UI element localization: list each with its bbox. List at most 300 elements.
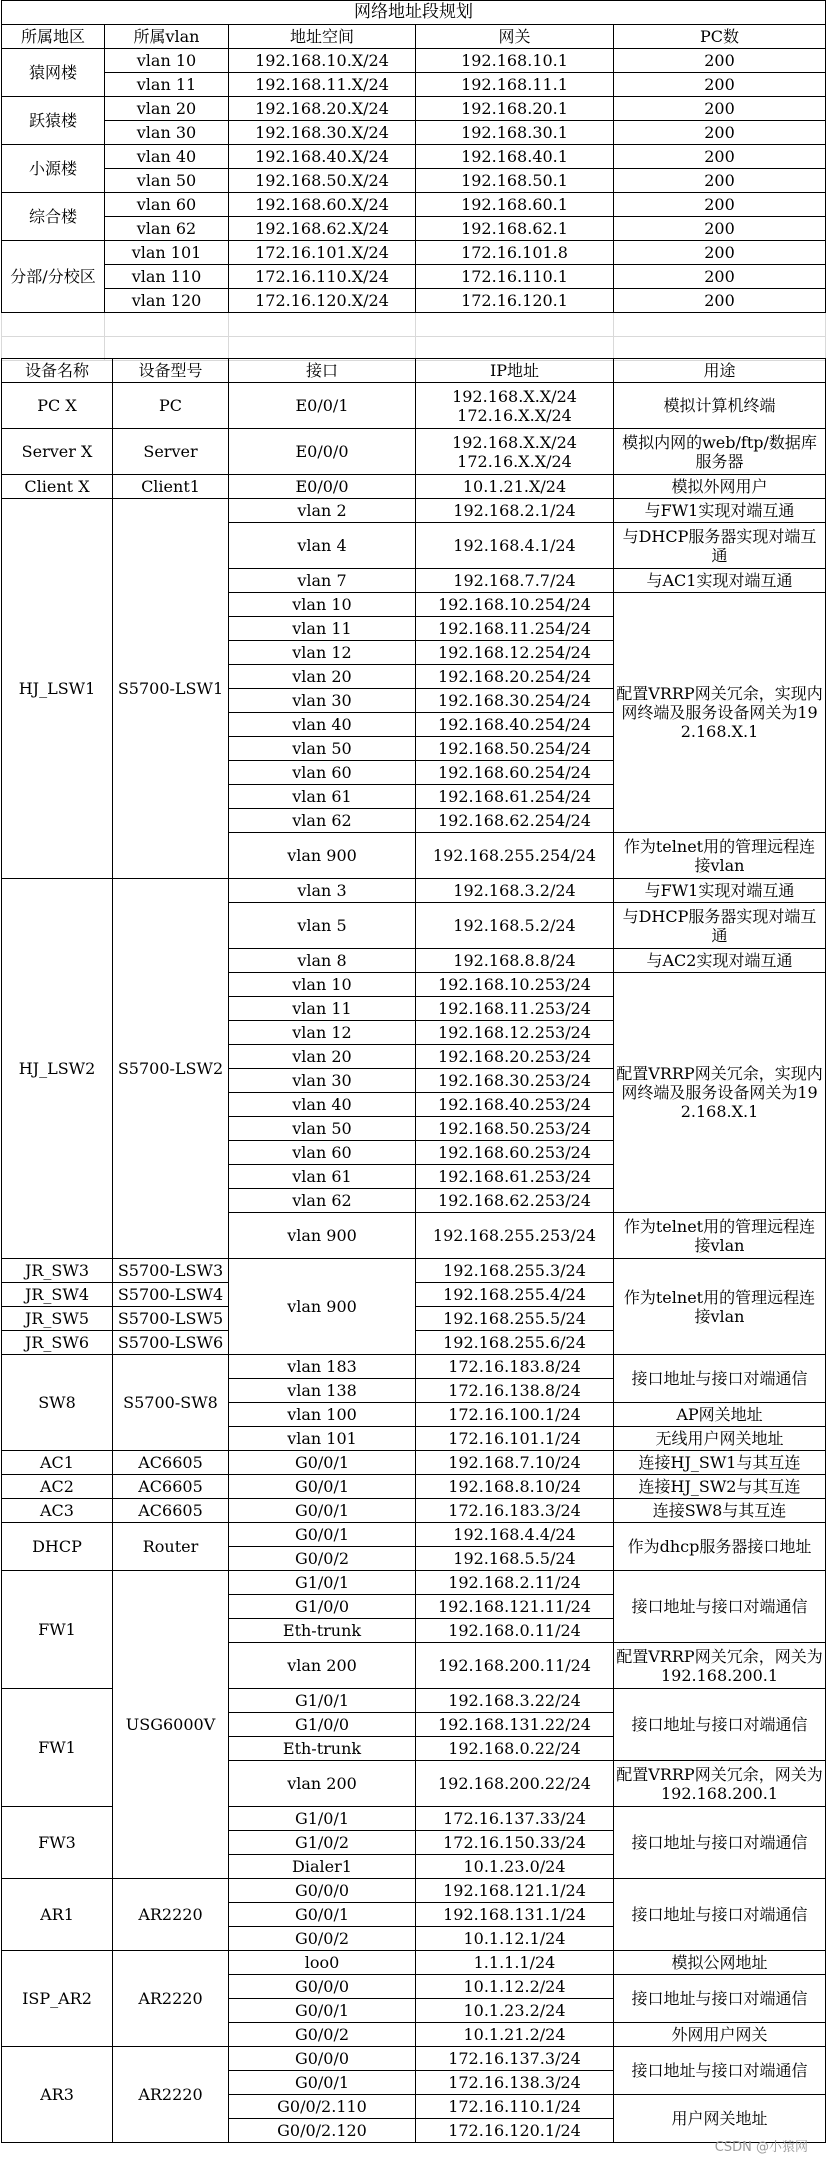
interface-cell: vlan 8 <box>229 949 416 973</box>
table-row <box>2 1523 826 1547</box>
device-name: Client X <box>2 475 113 499</box>
ip-address-cell: 172.16.138.8/24 <box>416 1379 614 1403</box>
interface-cell: Eth-trunk <box>229 1619 416 1643</box>
ip-address-cell: 192.168.2.1/24 <box>416 499 614 523</box>
ip-address-cell: 192.168.255.6/24 <box>416 1331 614 1355</box>
purpose-cell: 与AC1实现对端互通 <box>614 569 826 593</box>
pc-count-cell: 200 <box>614 217 826 241</box>
vlan-cell: vlan 40 <box>105 145 229 169</box>
spacer-cell <box>614 313 826 337</box>
table-row <box>2 241 826 265</box>
ip-address-cell: 172.16.137.3/24 <box>416 2047 614 2071</box>
interface-cell: G1/0/0 <box>229 1595 416 1619</box>
ip-address-cell: 192.168.40.253/24 <box>416 1093 614 1117</box>
table-row <box>2 1879 826 1903</box>
device-header-cell: 设备名称 <box>2 359 113 383</box>
interface-cell: vlan 61 <box>229 1165 416 1189</box>
pc-count-cell: 200 <box>614 97 826 121</box>
device-model: S5700-LSW3 <box>113 1259 229 1283</box>
interface-cell: G0/0/1 <box>229 1451 416 1475</box>
purpose-cell: AP网关地址 <box>614 1403 826 1427</box>
ip-address-cell: 192.168.61.253/24 <box>416 1165 614 1189</box>
address-plan-table <box>1 0 826 361</box>
purpose-cell: 作为telnet用的管理远程连接vlan <box>614 1259 826 1355</box>
gateway-cell: 192.168.62.1 <box>416 217 614 241</box>
plan-header-cell: 所属地区 <box>2 25 105 49</box>
interface-cell: G0/0/0 <box>229 1879 416 1903</box>
address-space-cell: 172.16.101.X/24 <box>229 241 416 265</box>
vlan-cell: vlan 60 <box>105 193 229 217</box>
ip-address-cell: 172.16.183.8/24 <box>416 1355 614 1379</box>
interface-cell: G0/0/1 <box>229 1999 416 2023</box>
interface-cell: G1/0/1 <box>229 1689 416 1713</box>
ip-address-cell: 192.168.30.253/24 <box>416 1069 614 1093</box>
ip-address-cell: 192.168.X.X/24 172.16.X.X/24 <box>416 429 614 475</box>
device-name: SW8 <box>2 1355 113 1451</box>
device-name: AR3 <box>2 2047 113 2143</box>
device-name: AC3 <box>2 1499 113 1523</box>
device-model: AR2220 <box>113 1951 229 2047</box>
device-header-cell: IP地址 <box>416 359 614 383</box>
gateway-cell: 172.16.120.1 <box>416 289 614 313</box>
table-row <box>2 169 826 193</box>
ip-address-cell: 172.16.183.3/24 <box>416 1499 614 1523</box>
device-model: AR2220 <box>113 1879 229 1951</box>
table-row <box>2 383 826 429</box>
ip-address-cell: 192.168.0.22/24 <box>416 1737 614 1761</box>
ip-address-cell: 192.168.8.8/24 <box>416 949 614 973</box>
device-header-cell: 接口 <box>229 359 416 383</box>
pc-count-cell: 200 <box>614 265 826 289</box>
ip-address-cell: 172.16.110.1/24 <box>416 2095 614 2119</box>
vlan-cell: vlan 120 <box>105 289 229 313</box>
interface-cell: vlan 60 <box>229 761 416 785</box>
device-model: S5700-LSW1 <box>113 499 229 879</box>
interface-cell: E0/0/0 <box>229 475 416 499</box>
purpose-cell: 模拟计算机终端 <box>614 383 826 429</box>
region-name: 猿网楼 <box>2 49 105 97</box>
device-model: S5700-LSW4 <box>113 1283 229 1307</box>
interface-cell: vlan 7 <box>229 569 416 593</box>
vlan-cell: vlan 11 <box>105 73 229 97</box>
address-space-cell: 172.16.120.X/24 <box>229 289 416 313</box>
purpose-cell: 与FW1实现对端互通 <box>614 879 826 903</box>
device-model: AR2220 <box>113 2047 229 2143</box>
vlan-cell: vlan 50 <box>105 169 229 193</box>
ip-address-cell: 192.168.121.1/24 <box>416 1879 614 1903</box>
table-row <box>2 1355 826 1379</box>
table-row <box>2 2047 826 2071</box>
device-model: S5700-LSW5 <box>113 1307 229 1331</box>
interface-cell: vlan 183 <box>229 1355 416 1379</box>
plan-header-cell: PC数 <box>614 25 826 49</box>
interface-cell: G1/0/0 <box>229 1713 416 1737</box>
address-space-cell: 192.168.62.X/24 <box>229 217 416 241</box>
ip-address-cell: 192.168.61.254/24 <box>416 785 614 809</box>
table-row <box>2 145 826 169</box>
gateway-cell: 192.168.40.1 <box>416 145 614 169</box>
table-row <box>2 1951 826 1975</box>
table-row <box>2 1451 826 1475</box>
interface-cell: loo0 <box>229 1951 416 1975</box>
purpose-cell: 作为telnet用的管理远程连接vlan <box>614 1213 826 1259</box>
vlan-cell: vlan 20 <box>105 97 229 121</box>
device-name: AC1 <box>2 1451 113 1475</box>
plan-header-cell: 网关 <box>416 25 614 49</box>
device-header-cell: 用途 <box>614 359 826 383</box>
ip-address-cell: 172.16.120.1/24 <box>416 2119 614 2143</box>
purpose-cell: 接口地址与接口对端通信 <box>614 1355 826 1403</box>
device-name: JR_SW4 <box>2 1283 113 1307</box>
gateway-cell: 192.168.30.1 <box>416 121 614 145</box>
interface-cell: G0/0/1 <box>229 1499 416 1523</box>
ip-address-cell: 192.168.5.5/24 <box>416 1547 614 1571</box>
ip-address-cell: 192.168.255.4/24 <box>416 1283 614 1307</box>
interface-cell: E0/0/1 <box>229 383 416 429</box>
device-model: Client1 <box>113 475 229 499</box>
ip-address-cell: 192.168.60.253/24 <box>416 1141 614 1165</box>
pc-count-cell: 200 <box>614 121 826 145</box>
table-row <box>2 217 826 241</box>
device-config-table <box>1 358 826 2143</box>
table-row <box>2 475 826 499</box>
interface-cell: vlan 101 <box>229 1427 416 1451</box>
device-name: Server X <box>2 429 113 475</box>
device-model: S5700-LSW2 <box>113 879 229 1259</box>
device-name: FW1 <box>2 1571 113 1689</box>
table-row <box>2 1571 826 1595</box>
gateway-cell: 192.168.20.1 <box>416 97 614 121</box>
pc-count-cell: 200 <box>614 145 826 169</box>
plan-header-cell: 所属vlan <box>105 25 229 49</box>
device-model: S5700-SW8 <box>113 1355 229 1451</box>
interface-cell: G0/0/2.120 <box>229 2119 416 2143</box>
interface-cell: Eth-trunk <box>229 1737 416 1761</box>
purpose-cell: 模拟内网的web/ftp/数据库服务器 <box>614 429 826 475</box>
interface-cell: Dialer1 <box>229 1855 416 1879</box>
plan-header-cell: 地址空间 <box>229 25 416 49</box>
address-space-cell: 192.168.40.X/24 <box>229 145 416 169</box>
table-row <box>2 289 826 313</box>
ip-address-cell: 192.168.20.254/24 <box>416 665 614 689</box>
interface-cell: vlan 200 <box>229 1643 416 1689</box>
table-row <box>2 49 826 73</box>
table-row <box>2 1259 826 1283</box>
ip-address-cell: 192.168.131.22/24 <box>416 1713 614 1737</box>
device-name: PC X <box>2 383 113 429</box>
purpose-cell: 连接HJ_SW2与其互连 <box>614 1475 826 1499</box>
gateway-cell: 192.168.11.1 <box>416 73 614 97</box>
spacer-cell <box>416 313 614 337</box>
purpose-cell: 外网用户网关 <box>614 2023 826 2047</box>
purpose-cell: 作为telnet用的管理远程连接vlan <box>614 833 826 879</box>
device-name: ISP_AR2 <box>2 1951 113 2047</box>
interface-cell: vlan 50 <box>229 737 416 761</box>
purpose-cell: 接口地址与接口对端通信 <box>614 1879 826 1951</box>
ip-address-cell: 192.168.3.22/24 <box>416 1689 614 1713</box>
device-name: FW3 <box>2 1807 113 1879</box>
plan-title: 网络地址段规划 <box>2 1 826 25</box>
interface-cell: vlan 61 <box>229 785 416 809</box>
device-header-cell: 设备型号 <box>113 359 229 383</box>
pc-count-cell: 200 <box>614 193 826 217</box>
ip-address-cell: 1.1.1.1/24 <box>416 1951 614 1975</box>
ip-address-cell: 192.168.121.11/24 <box>416 1595 614 1619</box>
interface-cell: vlan 60 <box>229 1141 416 1165</box>
purpose-cell: 模拟外网用户 <box>614 475 826 499</box>
spacer-row <box>2 337 826 361</box>
interface-cell: vlan 40 <box>229 713 416 737</box>
ip-address-cell: 192.168.200.22/24 <box>416 1761 614 1807</box>
ip-address-cell: 10.1.12.2/24 <box>416 1975 614 1999</box>
vlan-cell: vlan 101 <box>105 241 229 265</box>
ip-address-cell: 172.16.101.1/24 <box>416 1427 614 1451</box>
vlan-cell: vlan 110 <box>105 265 229 289</box>
ip-address-cell: 192.168.5.2/24 <box>416 903 614 949</box>
plan-title-row <box>2 1 826 25</box>
purpose-cell: 连接SW8与其互连 <box>614 1499 826 1523</box>
region-name: 小源楼 <box>2 145 105 193</box>
interface-cell: vlan 100 <box>229 1403 416 1427</box>
interface-cell: vlan 50 <box>229 1117 416 1141</box>
purpose-cell: 与DHCP服务器实现对端互通 <box>614 903 826 949</box>
table-row <box>2 1499 826 1523</box>
ip-address-cell: 192.168.4.1/24 <box>416 523 614 569</box>
interface-cell: G0/0/0 <box>229 1975 416 1999</box>
ip-address-cell: 192.168.8.10/24 <box>416 1475 614 1499</box>
watermark: CSDN @小猿网 <box>714 2140 808 2155</box>
pc-count-cell: 200 <box>614 241 826 265</box>
purpose-cell: 与DHCP服务器实现对端互通 <box>614 523 826 569</box>
interface-cell: vlan 900 <box>229 833 416 879</box>
ip-address-cell: 10.1.21.X/24 <box>416 475 614 499</box>
ip-address-cell: 192.168.20.253/24 <box>416 1045 614 1069</box>
spacer-row <box>2 313 826 337</box>
device-name: HJ_LSW2 <box>2 879 113 1259</box>
interface-cell: vlan 900 <box>229 1213 416 1259</box>
pc-count-cell: 200 <box>614 73 826 97</box>
table-row <box>2 265 826 289</box>
ip-address-cell: 192.168.62.254/24 <box>416 809 614 833</box>
interface-cell: G0/0/0 <box>229 2047 416 2071</box>
purpose-cell: 配置VRRP网关冗余，实现内网终端及服务设备网关为192.168.X.1 <box>614 973 826 1213</box>
table-row <box>2 121 826 145</box>
purpose-cell: 接口地址与接口对端通信 <box>614 2047 826 2095</box>
spacer-cell <box>2 313 105 337</box>
interface-cell: vlan 62 <box>229 809 416 833</box>
ip-address-cell: 192.168.30.254/24 <box>416 689 614 713</box>
region-name: 跃猿楼 <box>2 97 105 145</box>
ip-address-cell: 192.168.12.254/24 <box>416 641 614 665</box>
ip-address-cell: 192.168.40.254/24 <box>416 713 614 737</box>
interface-cell: vlan 30 <box>229 689 416 713</box>
device-model: AC6605 <box>113 1451 229 1475</box>
purpose-cell: 配置VRRP网关冗余，实现内网终端及服务设备网关为192.168.X.1 <box>614 593 826 833</box>
interface-cell: vlan 138 <box>229 1379 416 1403</box>
interface-cell: vlan 2 <box>229 499 416 523</box>
spacer-cell <box>105 313 229 337</box>
interface-cell: vlan 12 <box>229 1021 416 1045</box>
vlan-cell: vlan 30 <box>105 121 229 145</box>
address-space-cell: 192.168.11.X/24 <box>229 73 416 97</box>
purpose-cell: 接口地址与接口对端通信 <box>614 1571 826 1643</box>
interface-cell: G0/0/2.110 <box>229 2095 416 2119</box>
ip-address-cell: 192.168.0.11/24 <box>416 1619 614 1643</box>
device-model: AC6605 <box>113 1499 229 1523</box>
ip-address-cell: 192.168.7.7/24 <box>416 569 614 593</box>
ip-address-cell: 192.168.11.254/24 <box>416 617 614 641</box>
interface-cell: vlan 200 <box>229 1761 416 1807</box>
ip-address-cell: 10.1.21.2/24 <box>416 2023 614 2047</box>
vlan-cell: vlan 10 <box>105 49 229 73</box>
ip-address-cell: 192.168.255.3/24 <box>416 1259 614 1283</box>
ip-address-cell: 172.16.100.1/24 <box>416 1403 614 1427</box>
purpose-cell: 模拟公网地址 <box>614 1951 826 1975</box>
address-space-cell: 172.16.110.X/24 <box>229 265 416 289</box>
address-space-cell: 192.168.10.X/24 <box>229 49 416 73</box>
device-model: Router <box>113 1523 229 1571</box>
ip-address-cell: 192.168.131.1/24 <box>416 1903 614 1927</box>
pc-count-cell: 200 <box>614 169 826 193</box>
ip-address-cell: 192.168.200.11/24 <box>416 1643 614 1689</box>
interface-cell: E0/0/0 <box>229 429 416 475</box>
device-name: JR_SW5 <box>2 1307 113 1331</box>
address-space-cell: 192.168.30.X/24 <box>229 121 416 145</box>
ip-address-cell: 192.168.62.253/24 <box>416 1189 614 1213</box>
device-model: Server <box>113 429 229 475</box>
interface-cell: vlan 5 <box>229 903 416 949</box>
purpose-cell: 接口地址与接口对端通信 <box>614 1807 826 1879</box>
interface-cell: vlan 10 <box>229 593 416 617</box>
interface-cell: vlan 11 <box>229 617 416 641</box>
ip-address-cell: 172.16.150.33/24 <box>416 1831 614 1855</box>
ip-address-cell: 192.168.X.X/24 172.16.X.X/24 <box>416 383 614 429</box>
purpose-cell: 配置VRRP网关冗余，网关为192.168.200.1 <box>614 1761 826 1807</box>
purpose-cell: 连接HJ_SW1与其互连 <box>614 1451 826 1475</box>
pc-count-cell: 200 <box>614 289 826 313</box>
device-name: FW1 <box>2 1689 113 1807</box>
gateway-cell: 192.168.10.1 <box>416 49 614 73</box>
interface-cell: vlan 40 <box>229 1093 416 1117</box>
interface-cell: G0/0/2 <box>229 1927 416 1951</box>
purpose-cell: 作为dhcp服务器接口地址 <box>614 1523 826 1571</box>
purpose-cell: 用户网关地址 <box>614 2095 826 2143</box>
ip-address-cell: 192.168.50.253/24 <box>416 1117 614 1141</box>
gateway-cell: 192.168.60.1 <box>416 193 614 217</box>
ip-address-cell: 192.168.60.254/24 <box>416 761 614 785</box>
vlan-cell: vlan 62 <box>105 217 229 241</box>
device-name: AC2 <box>2 1475 113 1499</box>
ip-address-cell: 192.168.3.2/24 <box>416 879 614 903</box>
device-model: S5700-LSW6 <box>113 1331 229 1355</box>
purpose-cell: 配置VRRP网关冗余，网关为192.168.200.1 <box>614 1643 826 1689</box>
ip-address-cell: 192.168.4.4/24 <box>416 1523 614 1547</box>
spacer-cell <box>229 337 416 361</box>
purpose-cell: 接口地址与接口对端通信 <box>614 1975 826 2023</box>
ip-address-cell: 192.168.11.253/24 <box>416 997 614 1021</box>
device-name: JR_SW6 <box>2 1331 113 1355</box>
interface-cell: vlan 4 <box>229 523 416 569</box>
gateway-cell: 172.16.110.1 <box>416 265 614 289</box>
interface-cell: vlan 11 <box>229 997 416 1021</box>
device-name: AR1 <box>2 1879 113 1951</box>
interface-cell: G0/0/1 <box>229 1903 416 1927</box>
ip-address-cell: 192.168.2.11/24 <box>416 1571 614 1595</box>
device-model: AC6605 <box>113 1475 229 1499</box>
interface-cell: G1/0/1 <box>229 1571 416 1595</box>
ip-address-cell: 192.168.50.254/24 <box>416 737 614 761</box>
purpose-cell: 接口地址与接口对端通信 <box>614 1689 826 1761</box>
ip-address-cell: 10.1.23.2/24 <box>416 1999 614 2023</box>
gateway-cell: 192.168.50.1 <box>416 169 614 193</box>
table-row <box>2 1475 826 1499</box>
table-row <box>2 499 826 523</box>
ip-address-cell: 10.1.23.0/24 <box>416 1855 614 1879</box>
interface-cell: G0/0/1 <box>229 2071 416 2095</box>
ip-address-cell: 192.168.12.253/24 <box>416 1021 614 1045</box>
address-space-cell: 192.168.20.X/24 <box>229 97 416 121</box>
spacer-cell <box>416 337 614 361</box>
interface-cell: vlan 20 <box>229 1045 416 1069</box>
ip-address-cell: 192.168.255.253/24 <box>416 1213 614 1259</box>
region-name: 综合楼 <box>2 193 105 241</box>
plan-header-row <box>2 25 826 49</box>
interface-cell: G1/0/2 <box>229 1831 416 1855</box>
ip-address-cell: 172.16.138.3/24 <box>416 2071 614 2095</box>
interface-cell: vlan 30 <box>229 1069 416 1093</box>
ip-address-cell: 192.168.255.5/24 <box>416 1307 614 1331</box>
pc-count-cell: 200 <box>614 49 826 73</box>
interface-cell: G0/0/2 <box>229 1547 416 1571</box>
address-space-cell: 192.168.50.X/24 <box>229 169 416 193</box>
ip-address-cell: 192.168.10.254/24 <box>416 593 614 617</box>
device-name: DHCP <box>2 1523 113 1571</box>
interface-cell: vlan 12 <box>229 641 416 665</box>
ip-address-cell: 172.16.137.33/24 <box>416 1807 614 1831</box>
table-row <box>2 193 826 217</box>
interface-cell: vlan 3 <box>229 879 416 903</box>
gateway-cell: 172.16.101.8 <box>416 241 614 265</box>
purpose-cell: 无线用户网关地址 <box>614 1427 826 1451</box>
purpose-cell: 与AC2实现对端互通 <box>614 949 826 973</box>
spacer-cell <box>105 337 229 361</box>
device-model: USG6000V <box>113 1571 229 1879</box>
spacer-cell <box>614 337 826 361</box>
interface-cell: G0/0/2 <box>229 2023 416 2047</box>
device-header-row <box>2 359 826 383</box>
device-model: PC <box>113 383 229 429</box>
ip-address-cell: 192.168.255.254/24 <box>416 833 614 879</box>
interface-cell: vlan 900 <box>229 1259 416 1355</box>
interface-cell: G0/0/1 <box>229 1523 416 1547</box>
region-name: 分部/分校区 <box>2 241 105 313</box>
address-space-cell: 192.168.60.X/24 <box>229 193 416 217</box>
ip-address-cell: 10.1.12.1/24 <box>416 1927 614 1951</box>
table-row <box>2 429 826 475</box>
ip-address-cell: 192.168.7.10/24 <box>416 1451 614 1475</box>
interface-cell: vlan 62 <box>229 1189 416 1213</box>
table-row <box>2 73 826 97</box>
spacer-cell <box>2 337 105 361</box>
interface-cell: G0/0/1 <box>229 1475 416 1499</box>
spacer-cell <box>229 313 416 337</box>
device-name: JR_SW3 <box>2 1259 113 1283</box>
interface-cell: vlan 20 <box>229 665 416 689</box>
purpose-cell: 与FW1实现对端互通 <box>614 499 826 523</box>
ip-address-cell: 192.168.10.253/24 <box>416 973 614 997</box>
device-name: HJ_LSW1 <box>2 499 113 879</box>
interface-cell: G1/0/1 <box>229 1807 416 1831</box>
